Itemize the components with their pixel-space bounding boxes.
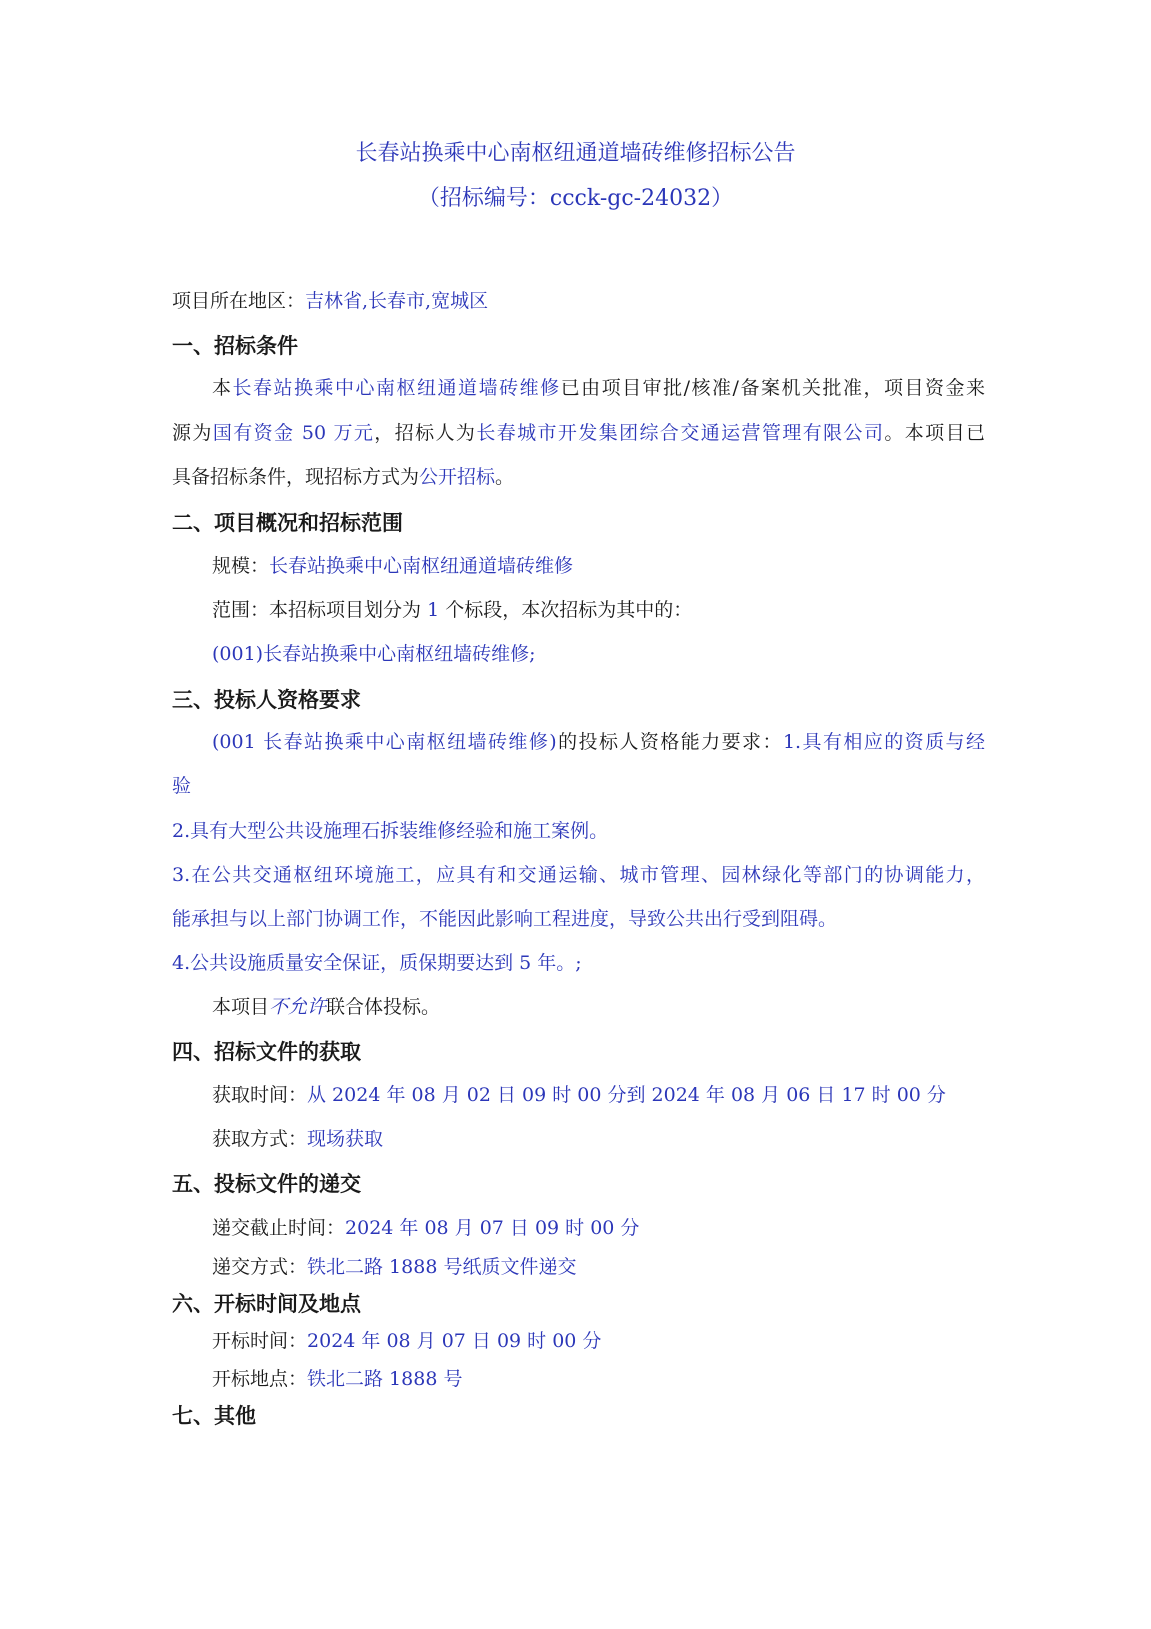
s1-text: 源为 xyxy=(172,422,213,444)
s3-req-line-4: 4.公共设施质量安全保证，质保期要达到 5 年。; xyxy=(172,952,582,974)
s6-place-value: 铁北二路 1888 号 xyxy=(307,1368,463,1390)
s4-time-line xyxy=(212,1080,946,1107)
section-5-heading: 五、投标文件的递交 xyxy=(172,1172,361,1196)
section-2-heading: 二、项目概况和招标范围 xyxy=(172,511,403,535)
s5-method-line xyxy=(212,1252,576,1279)
section-7-heading: 七、其他 xyxy=(172,1404,256,1428)
s4-method-value: 现场获取 xyxy=(307,1128,384,1150)
s2-scale-label: 规模： xyxy=(212,555,270,577)
s2-text: 个标段，本次招标为其中的： xyxy=(445,599,693,621)
s6-place-line xyxy=(212,1364,462,1391)
s2-scale-value: 长春站换乘中心南枢纽通道墙砖维修 xyxy=(269,555,574,577)
s5-method-label: 递交方式： xyxy=(212,1256,308,1278)
s4-method-line xyxy=(212,1124,383,1151)
s1-text: 具备招标条件，现招标方式为 xyxy=(172,466,420,488)
s3-text: 本项目 xyxy=(212,996,270,1018)
s2-text: 范围：本招标项目划分为 xyxy=(212,599,422,621)
s3-text: 的投标人资格能力要求： xyxy=(556,731,783,753)
s5-deadline-line xyxy=(212,1213,639,1240)
s6-place-label: 开标地点： xyxy=(212,1368,308,1390)
s2-lot-count: 1 xyxy=(427,599,440,621)
s1-text: ，招标人为 xyxy=(374,422,477,444)
document-title: 长春站换乘中心南枢纽通道墙砖维修招标公告 xyxy=(355,141,796,166)
s1-paragraph-line-2 xyxy=(172,418,985,445)
s2-range-line xyxy=(212,595,692,622)
s4-time-value: 从 2024 年 08 月 02 日 09 时 00 分到 2024 年 08 月 06 日 17 时 00 分 xyxy=(307,1084,946,1106)
s1-project-name: 长春站换乘中心南枢纽通道墙砖维修 xyxy=(232,377,561,399)
s5-deadline-value: 2024 年 08 月 07 日 09 时 00 分 xyxy=(345,1217,640,1239)
s4-time-label: 获取时间： xyxy=(212,1084,308,1106)
s3-text: 联合体投标。 xyxy=(326,996,441,1018)
s5-deadline-label: 递交截止时间： xyxy=(212,1217,346,1239)
location-value: 吉林省,长春市,宽城区 xyxy=(305,290,489,312)
s1-tenderer: 长春城市开发集团综合交通运营管理有限公司 xyxy=(476,422,885,444)
section-1-heading: 一、招标条件 xyxy=(172,334,298,358)
s1-tender-method: 公开招标 xyxy=(419,466,496,488)
s3-req-line-3: 3.在公共交通枢纽环境施工，应具有和交通运输、城市管理、园林绿化等部门的协调能力， xyxy=(172,864,985,886)
s6-time-line xyxy=(212,1326,601,1353)
s3-consortium-status: 不允许 xyxy=(269,996,327,1018)
s1-text: 已由项目审批/核准/备案机关批准，项目资金来 xyxy=(560,377,985,399)
s3-req-line-3b: 能承担与以上部门协调工作，不能因此影响工程进度，导致公共出行受到阻碍。 xyxy=(172,908,838,930)
location-line xyxy=(172,286,488,313)
s3-req-line-1 xyxy=(212,727,985,754)
s5-method-value: 铁北二路 1888 号纸质文件递交 xyxy=(307,1256,577,1278)
s1-text: 。本项目已 xyxy=(884,422,985,444)
section-4-heading: 四、招标文件的获取 xyxy=(172,1040,361,1064)
s1-text: 。 xyxy=(495,466,515,488)
document-subtitle: （招标编号：ccck-gc-24032） xyxy=(417,186,734,211)
section-3-heading: 三、投标人资格要求 xyxy=(172,688,361,712)
s3-req-line-1b: 验 xyxy=(172,775,192,797)
s3-consortium-line xyxy=(212,992,440,1019)
s1-funding: 国有资金 50 万元 xyxy=(212,422,375,444)
s4-method-label: 获取方式： xyxy=(212,1128,308,1150)
s2-lot-line: (001)长春站换乘中心南枢纽墙砖维修; xyxy=(212,643,536,665)
s3-req-1: 1.具有相应的资质与经 xyxy=(782,731,985,753)
s2-scale-line xyxy=(212,551,573,578)
section-6-heading: 六、开标时间及地点 xyxy=(172,1292,361,1316)
s3-req-line-2: 2.具有大型公共设施理石拆装维修经验和施工案例。 xyxy=(172,820,609,842)
s1-paragraph-line-3 xyxy=(172,462,514,489)
s1-paragraph-line-1 xyxy=(212,373,985,400)
s6-time-label: 开标时间： xyxy=(212,1330,308,1352)
location-label: 项目所在地区： xyxy=(172,290,306,312)
s6-time-value: 2024 年 08 月 07 日 09 时 00 分 xyxy=(307,1330,602,1352)
s1-text: 本 xyxy=(212,377,233,399)
s3-lot-ref: (001 长春站换乘中心南枢纽墙砖维修) xyxy=(212,731,557,753)
